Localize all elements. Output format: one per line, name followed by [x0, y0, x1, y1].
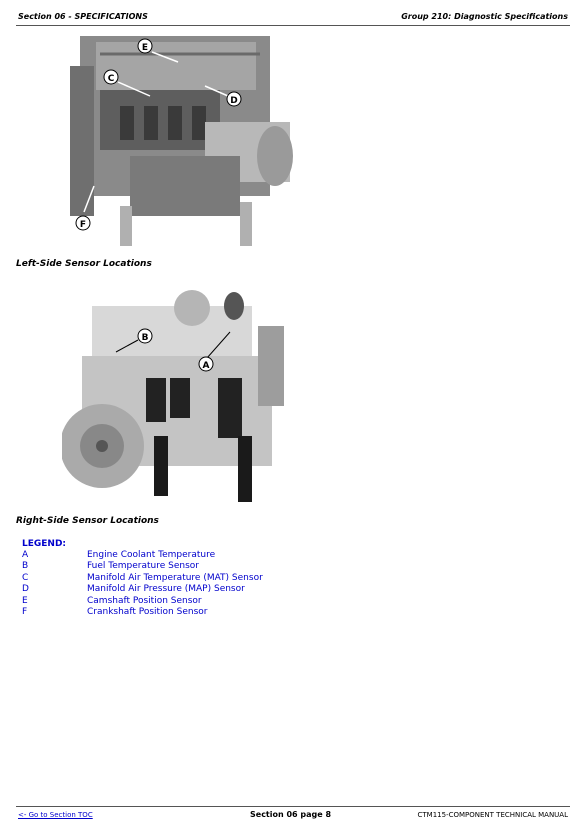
callout-d: D — [230, 96, 238, 106]
figure-caption-left: Left-Side Sensor Locations — [16, 259, 152, 269]
legend-label: Engine Coolant Temperature — [87, 550, 216, 560]
legend-item — [22, 584, 263, 595]
callout-e: E — [141, 43, 149, 53]
legend-item — [22, 550, 263, 561]
section-title: Section 06 - SPECIFICATIONS — [18, 12, 148, 21]
manual-title: CTM115-COMPONENT TECHNICAL MANUAL — [417, 811, 568, 819]
callout-f: F — [79, 220, 87, 230]
callout-b: B — [141, 333, 149, 343]
legend-item — [22, 561, 263, 572]
page-number: Section 06 page 8 — [250, 810, 332, 819]
figure-caption-right: Right-Side Sensor Locations — [16, 516, 159, 526]
page-header — [16, 12, 570, 26]
group-title: Group 210: Diagnostic Specifications — [401, 12, 568, 21]
callout-c: C — [107, 74, 115, 84]
legend-key: D — [22, 584, 29, 595]
section-toc-link[interactable]: <- Go to Section TOC — [18, 811, 93, 819]
legend-item — [22, 573, 263, 584]
legend-key: B — [22, 561, 29, 572]
legend-item — [22, 596, 263, 607]
legend-item — [22, 607, 263, 618]
legend — [22, 539, 263, 618]
right-side-engine-photo — [62, 286, 288, 502]
legend-label: Camshaft Position Sensor — [87, 595, 202, 606]
legend-key: F — [22, 606, 28, 617]
legend-label: Crankshaft Position Sensor — [87, 606, 208, 617]
legend-label: Manifold Air Temperature (MAT) Sensor — [87, 572, 263, 583]
legend-label: Fuel Temperature Sensor — [87, 561, 200, 572]
legend-label: Manifold Air Pressure (MAP) Sensor — [87, 584, 245, 595]
page-footer — [16, 806, 570, 826]
legend-key: E — [22, 595, 28, 606]
legend-key: C — [22, 572, 29, 583]
legend-key: A — [22, 550, 29, 560]
left-side-engine-photo — [60, 26, 300, 246]
legend-title: LEGEND: — [22, 539, 67, 549]
callout-a: A — [202, 361, 210, 371]
